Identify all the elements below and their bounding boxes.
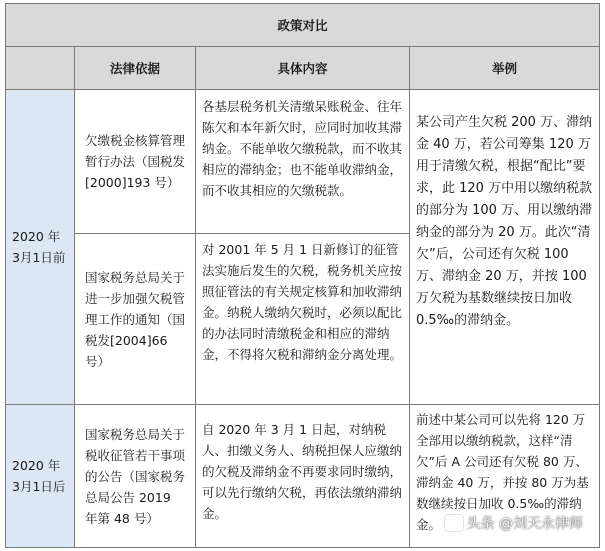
content-cell-2 [195,233,410,405]
law-text-1: 欠缴税金核算管理暂行办法（国税发[2000]193 号） [85,133,186,190]
period-after-label: 2020 年3月1日后 [12,458,66,494]
example-text-1: 某公司产生欠税 200 万、滞纳金 40 万，若公司筹集 120 万用于清缴欠税，根据“配比”要求，此 120 万中用以缴纳税款的部分为 100 万、用以缴纳滞纳金的部分为 20 万。此次“清欠”后，公司还有欠税 100 万、滞纳金 20 万，并按 100 万欠税为基数继续按日加收 0.5‰的滞纳金。 [416,115,593,328]
header-example: 举例 [409,46,600,90]
law-text-3: 国家税务总局关于税收征管若干事项的公告（国家税务总局公告 2019 年第 48 号） [85,426,186,526]
period-before [5,89,75,405]
law-cell-2 [74,233,196,405]
example-cell-1 [409,89,600,405]
law-text-2: 国家税务总局关于进一步加强欠税管理工作的通知（国税发[2004]66 号） [85,269,186,369]
watermark [445,513,583,533]
period-after [5,404,75,548]
content-text-2: 对 2001 年 5 月 1 日新修订的征管法实施后发生的欠税，税务机关应按照征管法的有关规定核算和加收滞纳金。纳税人缴纳欠税时，必须以配比的办法同时清缴税金和相应的滞纳金，不得将欠税和滞纳金分离处理。 [202,242,403,362]
header-content: 具体内容 [195,46,410,90]
header-law-basis: 法律依据 [74,46,196,90]
content-cell-3 [195,404,410,548]
example-text-2: 前述中某公司可以先将 120 万全部用以缴纳税款，这样“清欠”后 A 公司还有欠税 80 万、滞纳金 40 万，并按 80 万为基数继续按日加收 0.5‰的滞纳金。 [416,412,589,532]
content-text-1: 各基层税务机关清缴呆账税金、往年陈欠和本年新欠时，应同时加收其滞纳金。不能单收欠缴税款，而不收其相应的滞纳金；也不能单收滞纳金，而不收其相应的欠缴税款。 [202,99,403,198]
toutiao-logo-icon [445,515,463,531]
law-cell-3 [74,404,196,548]
period-before-label: 2020 年3月1日前 [12,229,66,265]
header-empty [5,46,75,90]
content-cell-1 [195,89,410,234]
watermark-text: 头条 @刘天永律师 [466,516,583,532]
table-title: 政策对比 [5,3,600,47]
law-cell-1 [74,89,196,234]
content-text-3: 自 2020 年 3 月 1 日起，对纳税人、扣缴义务人、纳税担保人应缴纳的欠税及滞纳金不再要求同时缴纳，可以先行缴纳欠税，再依法缴纳滞纳金。 [202,422,403,521]
